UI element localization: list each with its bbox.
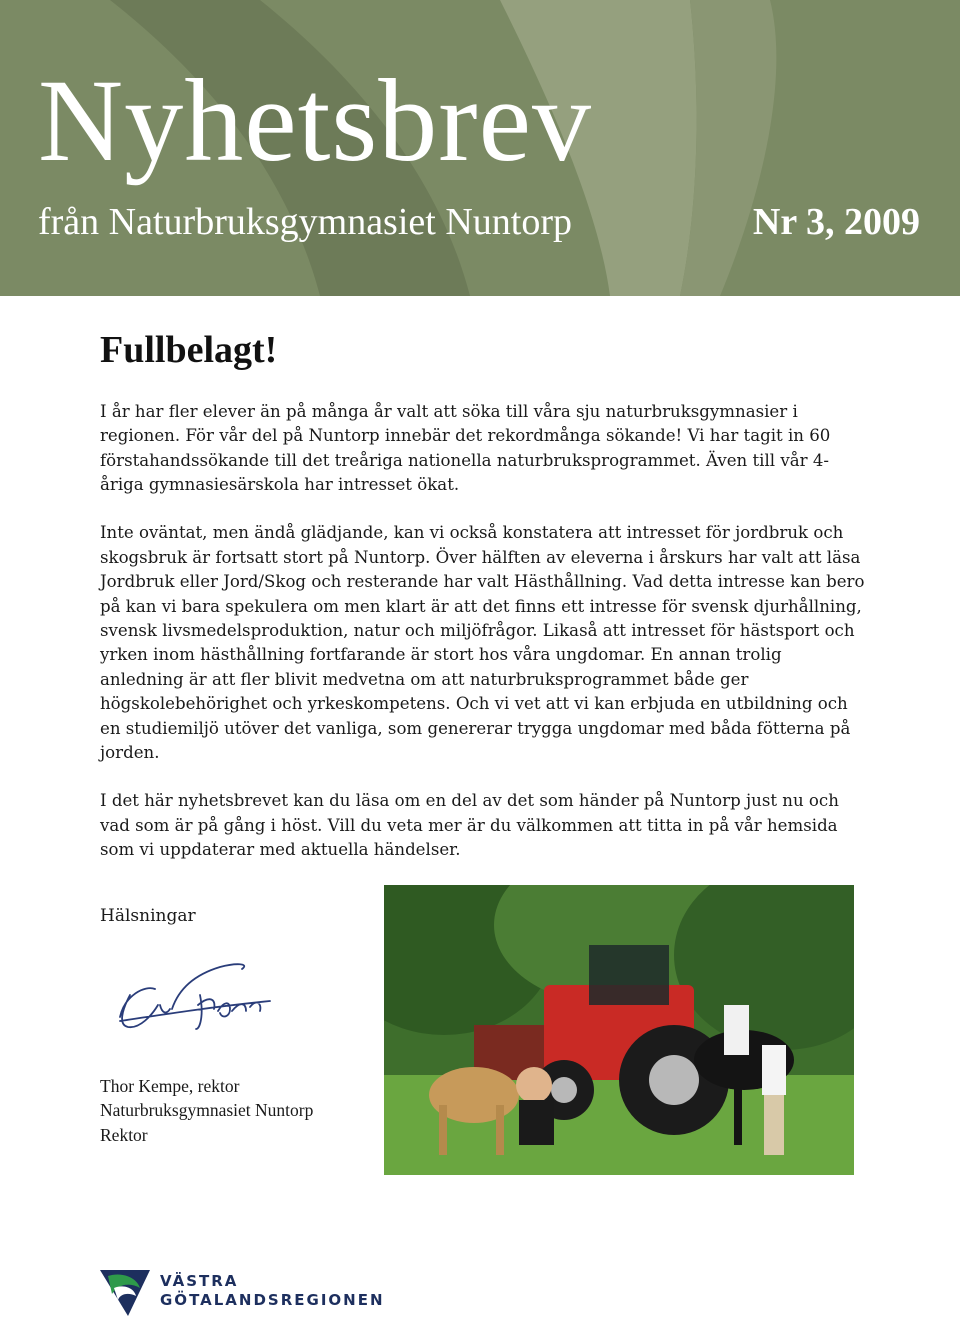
newsletter-subtitle: från Naturbruksgymnasiet Nuntorp xyxy=(38,201,572,243)
article xyxy=(100,330,870,887)
signer-organization: Naturbruksgymnasiet Nuntorp xyxy=(100,1100,314,1121)
photo-tractor-rear-hub xyxy=(649,1055,699,1105)
article-heading: Fullbelagt! xyxy=(100,329,278,371)
photo-cow-leg xyxy=(496,1105,504,1155)
signer-name: Thor Kempe, rektor xyxy=(100,1076,240,1096)
photo-cow-leg xyxy=(439,1105,447,1155)
logo-line-2: GÖTALANDSREGIONEN xyxy=(160,1291,385,1309)
logo-wordmark xyxy=(160,1272,385,1310)
header-banner xyxy=(0,0,960,296)
photo-student-kneeling-body xyxy=(519,1100,554,1145)
photo-student-standing xyxy=(762,1045,786,1095)
newsletter-title: Nyhetsbrev xyxy=(38,55,592,186)
article-paragraph-2: Inte oväntat, men ändå glädjande, kan vi också konstatera att intresset för jordbruk och skogsbruk är fortsatt stort på Nuntorp. Över hälften av eleverna i årskurs har valt att läsa Jordbruk eller Jord/Skog och resterande har valt Hästhållning. Vad detta intresse kan bero på kan vi bara spekulera om men klart är att det finns ett intresse för svensk djurhållning, svensk livsmedelsproduktion, natur och miljöfrågor. Likaså att intresset för hästsport och yrken inom hästhållning fortfarande är stort hos våra ungdomar. En annan trolig anledning är att fler blivit medvetna om att naturbruksprogrammet både ger högskolebehörighet och yrkeskompetens. Och vi vet att vi kan erbjuda en utbildning och en studiemiljö utöver det vanliga, som genererar trygga ungdomar med båda fötterna på jorden. xyxy=(100,523,865,763)
logo-line-1: VÄSTRA xyxy=(160,1272,239,1290)
article-paragraph-3: I det här nyhetsbrevet kan du läsa om en del av det som händer på Nuntorp just nu och vad som är på gång i höst. Vill du veta mer är du välkommen att titta in på vår hemsida som vi uppdaterar med aktuella händelser. xyxy=(100,791,839,860)
signature-stroke xyxy=(120,964,270,1029)
photo-students-with-tractor-cow-horse xyxy=(384,885,854,1175)
photo-horse-leg xyxy=(734,1075,742,1145)
signer-role: Rektor xyxy=(100,1124,148,1145)
photo-tractor-cab xyxy=(589,945,669,1005)
article-paragraph-1: I år har fler elever än på många år valt att söka till våra sju naturbruksgymnasier i regionen. För vår del på Nuntorp innebär det rekordmånga sökande! Vi har tagit in 60 förstahandssökande till det treåriga nationella naturbruksprogrammet. Även till vår 4-åriga gymnasiesärskola har intresset ökat. xyxy=(100,401,831,495)
issue-number: Nr 3, 2009 xyxy=(752,201,920,243)
photo-tractor-front-hub xyxy=(551,1077,577,1103)
signature-image xyxy=(100,955,280,1035)
photo-student-standing-legs xyxy=(764,1095,784,1155)
greeting: Hälsningar xyxy=(100,906,196,926)
region-emblem-icon xyxy=(100,1266,156,1320)
signer-block xyxy=(100,1074,313,1147)
photo-rider xyxy=(724,1005,749,1055)
photo-student-kneeling xyxy=(516,1067,552,1103)
vastra-gotalandsregionen-logo xyxy=(100,1266,385,1320)
